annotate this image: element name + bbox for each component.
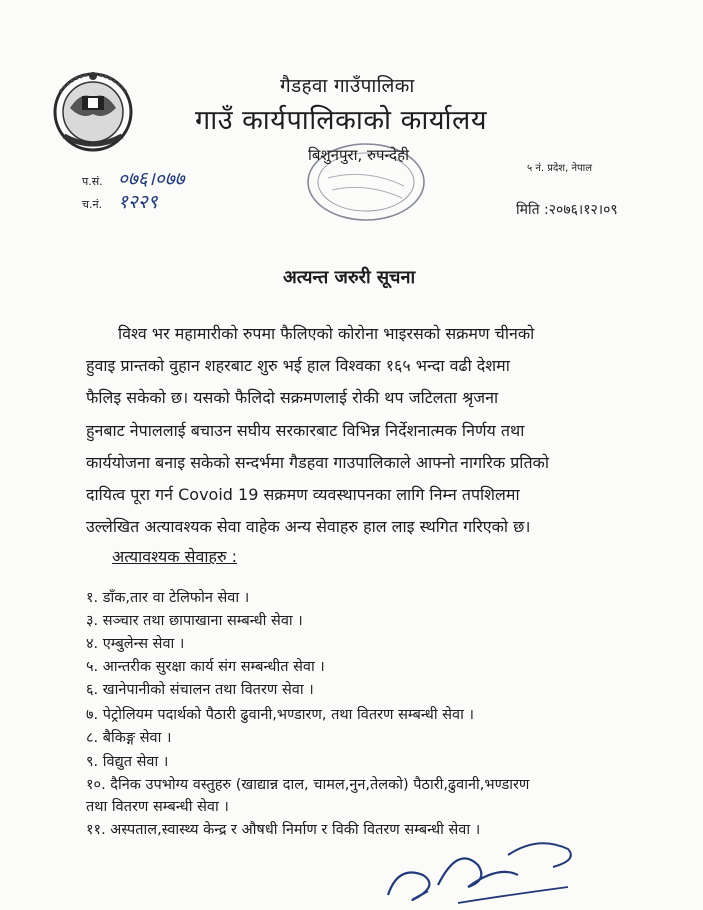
service-item: ४. एम्बुलेन्स सेवा ।: [86, 636, 185, 652]
office-title: गाउँ कार्यपालिकाको कार्यालय: [195, 105, 487, 136]
service-item: ११. अस्पताल,स्वास्थ्य केन्द्र र औषधी निर्माण र विकी वितरण सम्बन्धी सेवा ।: [86, 822, 481, 838]
office-address: बिशुनपुरा, रुपन्देही: [308, 146, 409, 164]
office-name: गैडहवा गाउँपालिका: [280, 75, 415, 97]
service-item: १०. दैनिक उपभोग्य वस्तुहरु (खाद्यान्न दाल, चामल,नुन,तेलको) पैठारी,ढुवानी,भण्डारण: [86, 777, 530, 793]
cn-label: च.नं.: [82, 198, 103, 211]
handwritten-signature: [368, 825, 598, 910]
service-item: ९. विद्युत सेवा ।: [86, 754, 169, 770]
nepal-government-emblem-icon: [52, 68, 134, 156]
service-item: ८. बैकिङ्ग सेवा ।: [86, 730, 172, 746]
notice-date: मिति :२०७६।१२।०९: [516, 202, 618, 218]
paragraph-line: हुनबाट नेपाललाई बचाउन सघीय सरकारबाट विभिन्न निर्देशनात्मक निर्णय तथा: [86, 420, 525, 440]
notice-paragraph: [86, 318, 674, 543]
service-item: तथा वितरण सम्बन्धी सेवा ।: [86, 799, 229, 815]
notice-title: अत्यन्त जरुरी सूचना: [283, 267, 416, 288]
service-item: ७. पेट्रोलियम पदार्थको पैठारी ढुवानी,भण्डारण, तथा वितरण सम्बन्धी सेवा ।: [86, 707, 474, 723]
service-item: १. डाँक,तार वा टेलिफोन सेवा ।: [86, 590, 250, 606]
paragraph-line: दायित्व पूरा गर्न Covoid 19 सक्रमण व्यवस्थापनका लागि निम्न तपशिलमा: [86, 485, 520, 505]
services-heading: अत्यावश्यक सेवाहरु :: [112, 547, 238, 566]
paragraph-line: कार्ययोजना बनाइ सकेको सन्दर्भमा गैडहवा गाउपालिकाले आफ्नो नागरिक प्रतिको: [86, 452, 549, 472]
paragraph-line: फैलिइ सकेको छ। यसको फैलिदो सक्रमणलाई रोकी थप जटिलता श्रृजना: [86, 388, 499, 408]
cn-value: १२२९: [118, 191, 158, 213]
ps-label: प.सं.: [82, 175, 103, 188]
ps-value: ०७६।०७७: [118, 168, 185, 190]
service-item: ३. सञ्चार तथा छापाखाना सम्बन्धी सेवा ।: [86, 613, 303, 629]
paragraph-line: विश्व भर महामारीको रुपमा फैलिएको कोरोना भाइरसको सक्रमण चीनको: [118, 324, 535, 343]
reference-cn-row: [82, 188, 158, 214]
province-label: ५ नं. प्रदेश, नेपाल: [527, 163, 593, 174]
service-item: ६. खानेपानीको संचालन तथा वितरण सेवा ।: [86, 682, 314, 698]
paragraph-line: उल्लेखित अत्यावश्यक सेवा वाहेक अन्य सेवाहरु हाल लाइ स्थगित गरिएको छ।: [86, 517, 531, 537]
paragraph-line: हुवाइ प्रान्तको वुहान शहरबाट शुरु भई हाल विश्वका १६५ भन्दा वढी देशमा: [86, 356, 510, 376]
service-item: ५. आन्तरीक सुरक्षा कार्य संग सम्बन्धीत सेवा ।: [86, 659, 325, 675]
